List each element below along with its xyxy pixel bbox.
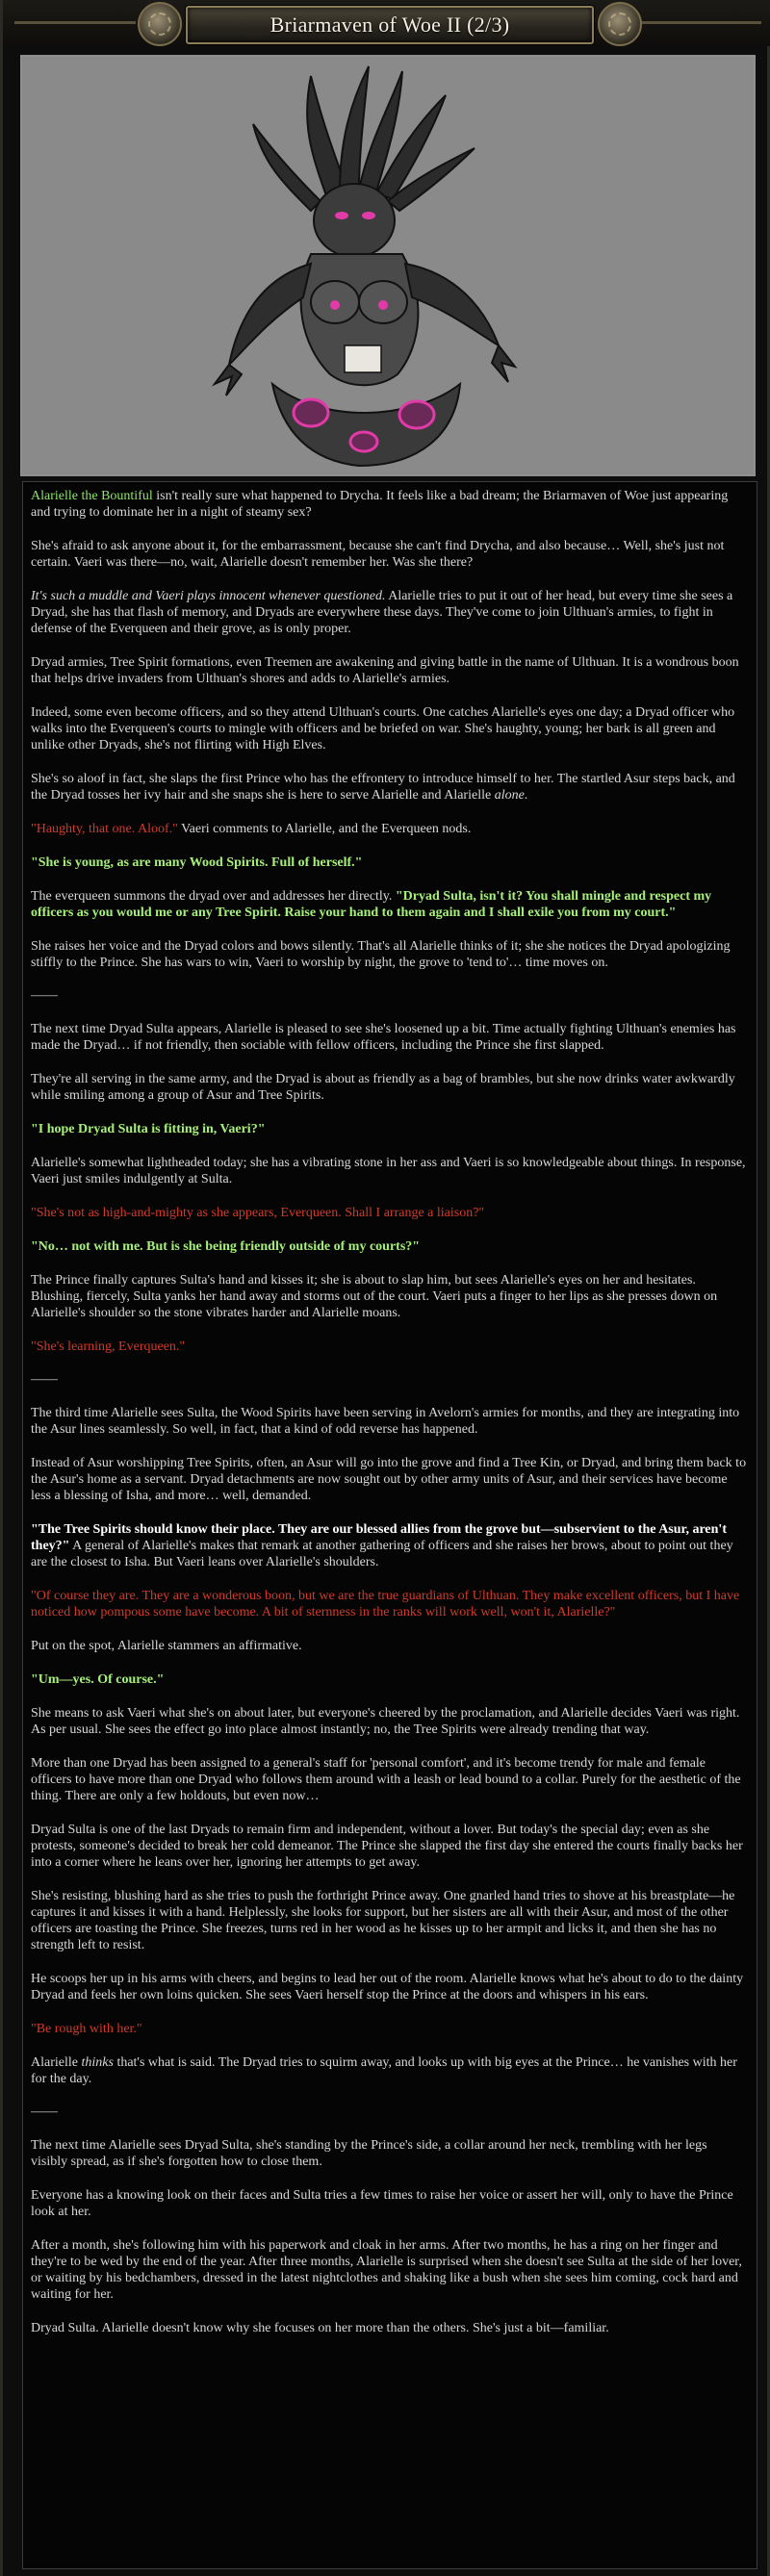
banner-rule-right [640,21,761,24]
alarielle-dialogue: "I hope Dryad Sulta is fitting in, Vaeri?" [31,1122,266,1136]
paragraph [31,821,747,837]
alarielle-dialogue: "Dryad Sulta, isn't it? You shall mingle and respect my officers as you would me or any Tree Spirit. Raise your hand to them again and I shall exile you from my court." [31,889,712,920]
paragraph: She raises her voice and the Dryad colors and bows silently. That's all Alarielle thinks of it; she she notices the Dryad apologizing stiffly to the Prince. She has wars to win, Vaeri to worship by night, the grove to 'tend to'… time moves on. [31,939,731,970]
paragraph: The next time Dryad Sulta appears, Alarielle is pleased to see she's loosened up a bit. Time actually fighting Ulthuan's enemies has made the Dryad… if not friendly, then sociable with fellow officers, including the Prince she first slapped. [31,1022,736,1053]
title-plate [186,6,594,44]
paragraph-text: isn't really sure what happened to Drycha. It feels like a bad dream; the Briarmaven of Woe just appearing and trying to dominate her in a night of steamy sex? [31,489,729,520]
paragraph-text: A general of Alarielle's makes that remark at another gathering of officers and she raises her brows, about to point out they are the closest to Isha. But Vaeri leans over Alarielle's shoulders. [31,1539,733,1569]
paragraph-italic: thinks [81,2055,114,2070]
paragraph: The Prince finally captures Sulta's hand and kisses it; she is about to slap him, but sees Alarielle's eyes on her and hesitates. Blushing, fiercely, Sulta yanks her hand away and storms out of the court. Vaeri puts a finger to her lips as she presses down on Alarielle's shoulder so the stone vibrates harder and Alarielle moans. [31,1273,718,1320]
illustration [20,55,756,476]
paragraph: Dryad armies, Tree Spirit formations, even Treemen are awakening and giving battle in the name of Ulthuan. It is a wondrous boon that helps drive invaders from Ulthuan's shores and adds to Alarielle's armies. [31,655,739,686]
paragraph: Put on the spot, Alarielle stammers an affirmative. [31,1639,302,1653]
paragraph: She's resisting, blushing hard as she tries to push the forthright Prince away. One gnarled hand tries to shove at his breastplate—he captures it and kisses it with a hand. Helplessly, she looks for support, but her sisters are all with their Asur, and most of the other officers are toasting the Prince. She freezes, turns red in her wood as he kisses up to her armpit and licks it, and then she has no strength left to resist. [31,1889,735,1952]
paragraph-text: Vaeri comments to Alarielle, and the Everqueen nods. [177,822,472,836]
paragraph: The next time Alarielle sees Dryad Sulta, she's standing by the Prince's side, a collar around her neck, trembling with her legs visibly spread, as if she's forgotten how to close them. [31,2138,707,2169]
paragraph: Everyone has a knowing look on their faces and Sulta tries a few times to raise her voice or assert her will, only to have the Prince look at her. [31,2188,733,2219]
dryad-illustration [22,57,754,474]
character-name: Alarielle the Bountiful [31,489,153,503]
paragraph [31,771,747,803]
paragraph: They're all serving in the same army, and the Dryad is about as friendly as a bag of brambles, but she now drinks water awkwardly while smiling among a group of Asur and Tree Spirits. [31,1072,735,1103]
general-dialogue: "The Tree Spirits should know their place. They are our blessed allies from the grove but—subservient to the Asur, aren't they?" [31,1522,727,1553]
section-separator: —— [31,1372,58,1387]
section-separator: —— [31,988,58,1003]
paragraph [31,588,747,637]
paragraph-text: Alarielle [31,2055,82,2070]
paragraph-text: that's what is said. The Dryad tries to squirm away, and looks up with big eyes at the Prince… he vanishes with her for the day. [31,2055,737,2086]
paragraph-text: The everqueen summons the dryad over and addresses her directly. [31,889,396,904]
paragraph-text: She's so aloof in fact, she slaps the first Prince who has the effrontery to introduce himself to her. The startled Asur steps back, and the Dryad tosses her ivy hair and she snaps she is here to serve Alarielle and Alarielle [31,772,735,803]
vaeri-dialogue: "She's not as high-and-mighty as she appears, Everqueen. Shall I arrange a liaison?" [31,1206,485,1220]
paragraph-italic: alone [494,788,525,803]
title-banner [3,0,770,46]
vaeri-dialogue: "She's learning, Everqueen." [31,1339,186,1354]
paragraph: Dryad Sulta. Alarielle doesn't know why she focuses on her more than the others. She's just a bit—familiar. [31,2321,609,2335]
paragraph: She means to ask Vaeri what she's on about later, but everyone's cheered by the proclamation, and Alarielle decides Vaeri was right. As per usual. She sees the effect go into place almost instantly; no, the Tree Spirits were already trending that way. [31,1706,740,1737]
story-text [22,481,757,2569]
paragraph-italic: It's such a muddle and Vaeri plays innocent whenever questioned. [31,589,386,603]
paragraph [31,2054,747,2087]
medallion-emblem-icon [138,2,182,46]
paragraph: Alarielle's somewhat lightheaded today; she has a vibrating stone in her ass and Vaeri is so knowledgeable about things. In response, Vaeri just smiles indulgently at Sulta. [31,1156,746,1186]
banner-rule-left [14,21,136,24]
paragraph-text: Alarielle tries to put it out of her head, but every time she sees a Dryad, she has that flash of memory, and Dryads are everywhere these days. They've come to join Ulthuan's armies, to fight in defense of the Everqueen and their grove, as is only proper. [31,589,733,636]
alarielle-dialogue: "No… not with me. But is she being friendly outside of my courts?" [31,1239,421,1254]
paragraph-text: . [524,788,528,803]
paragraph: More than one Dryad has been assigned to a general's staff for 'personal comfort', and it's become trendy for male and female officers to have more than one Dryad who follows them around with a leash or lead bound to a collar. Purely for the aesthetic of the thing. There are only a few holdouts, but even now… [31,1756,741,1803]
alarielle-dialogue: "Um—yes. Of course." [31,1672,165,1687]
vaeri-dialogue: "Haughty, that one. Aloof." [31,822,178,836]
paragraph: The third time Alarielle sees Sulta, the Wood Spirits have been serving in Avelorn's armies for months, and they are integrating into the Asur lines seamlessly. So well, in fact, that a kind of odd reverse has happened. [31,1406,740,1437]
vaeri-dialogue: "Of course they are. They are a wonderous boon, but we are the true guardians of Ulthuan. They make excellent officers, but I have noticed how pompous some have become. A bit of sternness in the ranks will work well, won't it, Alarielle?" [31,1589,740,1620]
paragraph [31,1521,747,1570]
page-title: Briarmaven of Woe II (2/3) [270,13,510,37]
section-separator: —— [31,2104,58,2119]
vaeri-dialogue: "Be rough with her." [31,2022,142,2036]
paragraph: He scoops her up in his arms with cheers, and begins to lead her out of the room. Alarielle knows what he's about to do to the dainty Dryad and feels her own loins quicken. She sees Vaeri herself stop the Prince at the doors and whispers in his ears. [31,1972,744,2002]
paragraph [31,888,747,921]
paragraph: Dryad Sulta is one of the last Dryads to remain firm and independent, without a lover. But today's the special day; even as she protests, someone's decided to break her cold demeanor. The Prince she slapped the first day she entered the courts finally backs her into a corner where he leans over her, ignoring her attempts to get away. [31,1823,743,1870]
medallion-emblem-icon [598,2,642,46]
paragraph: Indeed, some even become officers, and so they attend Ulthuan's courts. One catches Alarielle's eyes one day; a Dryad officer who walks into the Everqueen's courts to mingle with officers and be briefed on war. She's haughty, young; her bark is all green and unlike other Dryads, she's not flirting with High Elves. [31,705,735,752]
paragraph: She's afraid to ask anyone about it, for the embarrassment, because she can't find Drycha, and also because… Well, she's just not certain. Vaeri was there—no, wait, Alarielle doesn't remember her. Was she there? [31,539,725,570]
alarielle-dialogue: "She is young, as are many Wood Spirits. Full of herself." [31,855,363,870]
paragraph: After a month, she's following him with his paperwork and cloak in her arms. After two months, he has a ring on her finger and they're to be wed by the end of the year. After three months, Alarielle is surprised when she doesn't see Sulta at the side of her lover, or waiting by his bedchambers, dressed in the latest nightclothes and shaking like a bush when she sees him coming, cock hard and waiting for her. [31,2238,742,2302]
paragraph [31,488,747,521]
paragraph: Instead of Asur worshipping Tree Spirits, often, an Asur will go into the grove and find a Tree Kin, or Dryad, and bring them back to the Asur's home as a servant. Dryad detachments are now sought out by other army units of Asur, and their services have become less a blessing of Isha, and more… well, demanded. [31,1456,747,1503]
